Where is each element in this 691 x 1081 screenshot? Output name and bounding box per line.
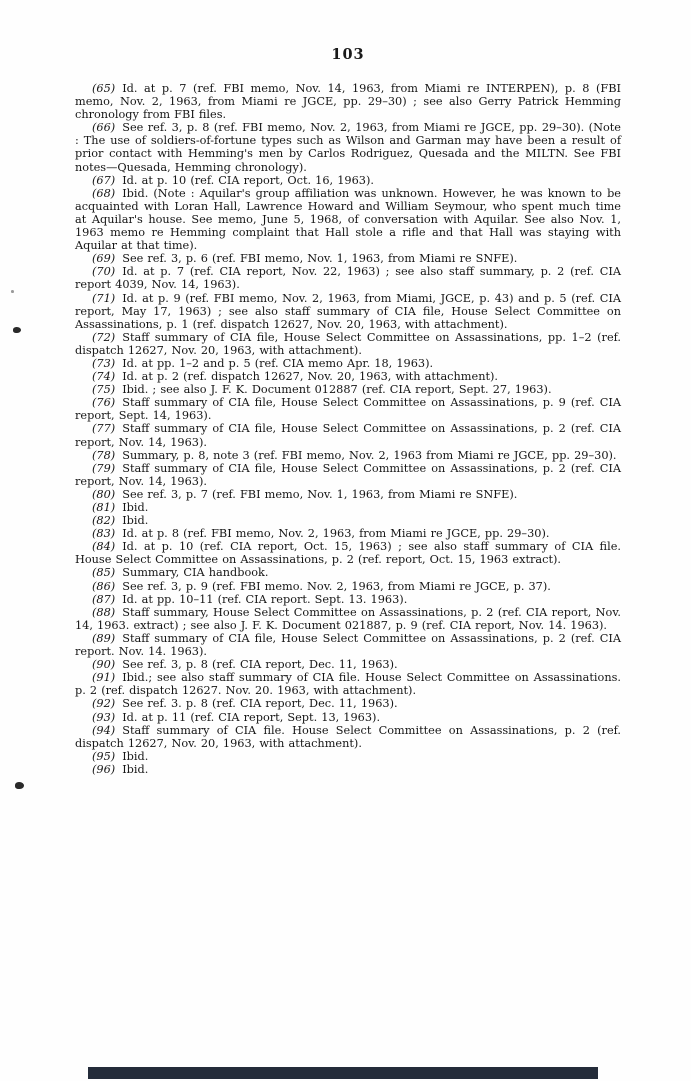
footnote-number: (90) [92,658,116,672]
footnote-87: (87) Id. at pp. 10–11 (ref. CIA report. Sept. 13. 1963). [92,592,408,606]
footnote-number: (70) [92,265,116,279]
footnote-number: (85) [92,566,116,580]
footnote-number: (68) [92,186,116,200]
footnote-84: (84) Id. at p. 10 (ref. CIA report, Oct. 15, 1963) ; see also staff summary of CIA file. House Select Committee on Assassinations, p. 2 (ref. report, Oct. 15, 1963 extract). [75,540,621,567]
footnote-70: (70) Id. at p. 7 (ref. CIA report, Nov. 22, 1963) ; see also staff summary, p. 2 (ref. CIA report 4039, Nov. 14, 1963). [75,265,621,292]
footnote-74: (74) Id. at p. 2 (ref. dispatch 12627, Nov. 20, 1963, with attachment). [92,370,499,384]
scan-speck [13,327,21,333]
footnote-number: (69) [92,252,116,266]
footnote-number: (87) [92,592,116,606]
footnote-65: (65) Id. at p. 7 (ref. FBI memo, Nov. 14, 1963, from Miami re INTERPEN), p. 8 (FBI memo, Nov. 2, 1963, from Miami re JGCE, pp. 29–30) ; see also Gerry Patrick Hemming chronology from FBI files. [75,82,621,122]
footnote-88: (88) Staff summary, House Select Committee on Assassinations, p. 2 (ref. CIA report, Nov. 14, 1963. extract) ; see also J. F. K. Document 021887, p. 9 (ref. CIA report, Nov. 14. 1963). [75,605,621,632]
footnote-78: (78) Summary, p. 8, note 3 (ref. FBI memo, Nov. 2, 1963 from Miami re JGCE, pp. 29–30). [92,448,617,462]
footnote-number: (86) [92,579,116,593]
footnote-90: (90) See ref. 3, p. 8 (ref. CIA report, Dec. 11, 1963). [92,658,398,672]
footnote-number: (84) [92,540,116,554]
footnote-81: (81) Ibid. [92,501,149,514]
footnote-number: (65) [92,82,116,95]
footnote-89: (89) Staff summary of CIA file, House Select Committee on Assassinations, p. 2 (ref. CIA report. Nov. 14. 1963). [75,631,621,659]
footnote-71: (71) Id. at p. 9 (ref. FBI memo, Nov. 2, 1963, from Miami, JGCE, p. 43) and p. 5 (ref. CIA report, May 17, 1963) ; see also staff summary of CIA file, House Select Committee on Assassinations, p. 1 (ref. dispatch 12627, Nov. 20, 1963, with attachment). [75,291,621,331]
footnote-number: (79) [92,461,116,475]
footnote-number: (92) [92,697,116,711]
footnote-86: (86) See ref. 3, p. 9 (ref. FBI memo. Nov. 2, 1963, from Miami re JGCE, p. 37). [92,579,551,593]
footnote-number: (74) [92,370,116,384]
footnote-number: (94) [92,723,116,737]
footnote-number: (96) [92,762,116,776]
footnote-number: (72) [92,330,116,344]
footnote-91: (91) Ibid.; see also staff summary of CIA file. House Select Committee on Assassinations. p. 2 (ref. dispatch 12627. Nov. 20. 1963, with attachment). [75,671,621,698]
footnote-95: (95) Ibid. [92,749,149,763]
footnote-number: (78) [92,448,116,462]
scan-speck [15,782,24,789]
footnote-number: (80) [92,487,116,501]
footnote-68: (68) Ibid. (Note : Aquilar's group affiliation was unknown. However, he was known to be acquainted with Loran Hall, Lawrence Howard and William Seymour, who spent much time at Aquilar's house. See memo, June 5, 1968, of conversation with Aquilar. See also Nov. 1, 1963 memo re Hemming complaint that Hall stole a rifle and that Hall was staying with Aquilar at that time). [75,186,621,253]
footnote-number: (75) [92,383,116,397]
footnote-93: (93) Id. at p. 11 (ref. CIA report, Sept. 13, 1963). [92,710,381,724]
footnote-80: (80) See ref. 3, p. 7 (ref. FBI memo, Nov. 1, 1963, from Miami re SNFE). [92,487,518,501]
footnote-number: (83) [92,527,116,541]
footnote-number: (67) [92,173,116,187]
footnote-96: (96) Ibid. [92,762,149,776]
footnote-number: (88) [92,605,116,619]
footnote-number: (71) [92,291,116,305]
footnote-79: (79) Staff summary of CIA file, House Select Committee on Assassinations, p. 2 (ref. CIA report, Nov. 14, 1963). [75,461,621,488]
footnote-number: (76) [92,396,116,410]
footnote-85: (85) Summary, CIA handbook. [92,566,269,580]
footnote-number: (66) [92,121,116,135]
footnote-69: (69) See ref. 3, p. 6 (ref. FBI memo, Nov. 1, 1963, from Miami re SNFE). [92,252,518,266]
footnote-number: (73) [92,356,116,370]
page-number: 103 [331,46,365,63]
footnote-number: (89) [92,631,116,645]
footnotes-list [75,82,621,776]
footnote-73: (73) Id. at pp. 1–2 and p. 5 (ref. CIA memo Apr. 18, 1963). [92,356,434,370]
footnote-75: (75) Ibid. ; see also J. F. K. Document 012887 (ref. CIA report, Sept. 27, 1963). [92,383,552,397]
footnote-number: (77) [92,422,116,436]
footnote-82: (82) Ibid. [92,514,149,528]
footnote-92: (92) See ref. 3. p. 8 (ref. CIA report, Dec. 11, 1963). [92,697,398,711]
footnote-66: (66) See ref. 3, p. 8 (ref. FBI memo, Nov. 2, 1963, from Miami re JGCE, pp. 29–30). (Note : The use of soldiers-of-fortune types such as Wilson and Garman may have been a result of prior contact with Hemming's men by Carlos Rodriguez, Quesada and the MILTN. See FBI notes—Quesada, Hemming chronology). [75,121,621,174]
footnote-number: (81) [92,501,116,514]
footnote-77: (77) Staff summary of CIA file, House Select Committee on Assassinations, p. 2 (ref. CIA report, Nov. 14, 1963). [75,422,621,449]
footnote-number: (95) [92,749,116,763]
footnote-76: (76) Staff summary of CIA file, House Select Committee on Assassinations, p. 9 (ref. CIA report, Sept. 14, 1963). [75,396,621,423]
footnote-83: (83) Id. at p. 8 (ref. FBI memo, Nov. 2, 1963, from Miami re JGCE, pp. 29–30). [92,527,550,541]
footnote-number: (91) [92,671,116,685]
footnote-67: (67) Id. at p. 10 (ref. CIA report, Oct. 16, 1963). [92,173,374,187]
footnote-94: (94) Staff summary of CIA file. House Select Committee on Assassinations, p. 2 (ref. dispatch 12627, Nov. 20, 1963, with attachment). [75,723,621,750]
footnote-72: (72) Staff summary of CIA file, House Select Committee on Assassinations, pp. 1–2 (ref. dispatch 12627, Nov. 20, 1963, with attachment). [75,330,621,357]
scan-edge-bar [88,1067,598,1079]
footnote-number: (93) [92,710,116,724]
footnote-number: (82) [92,514,116,528]
scan-speck [11,290,14,293]
